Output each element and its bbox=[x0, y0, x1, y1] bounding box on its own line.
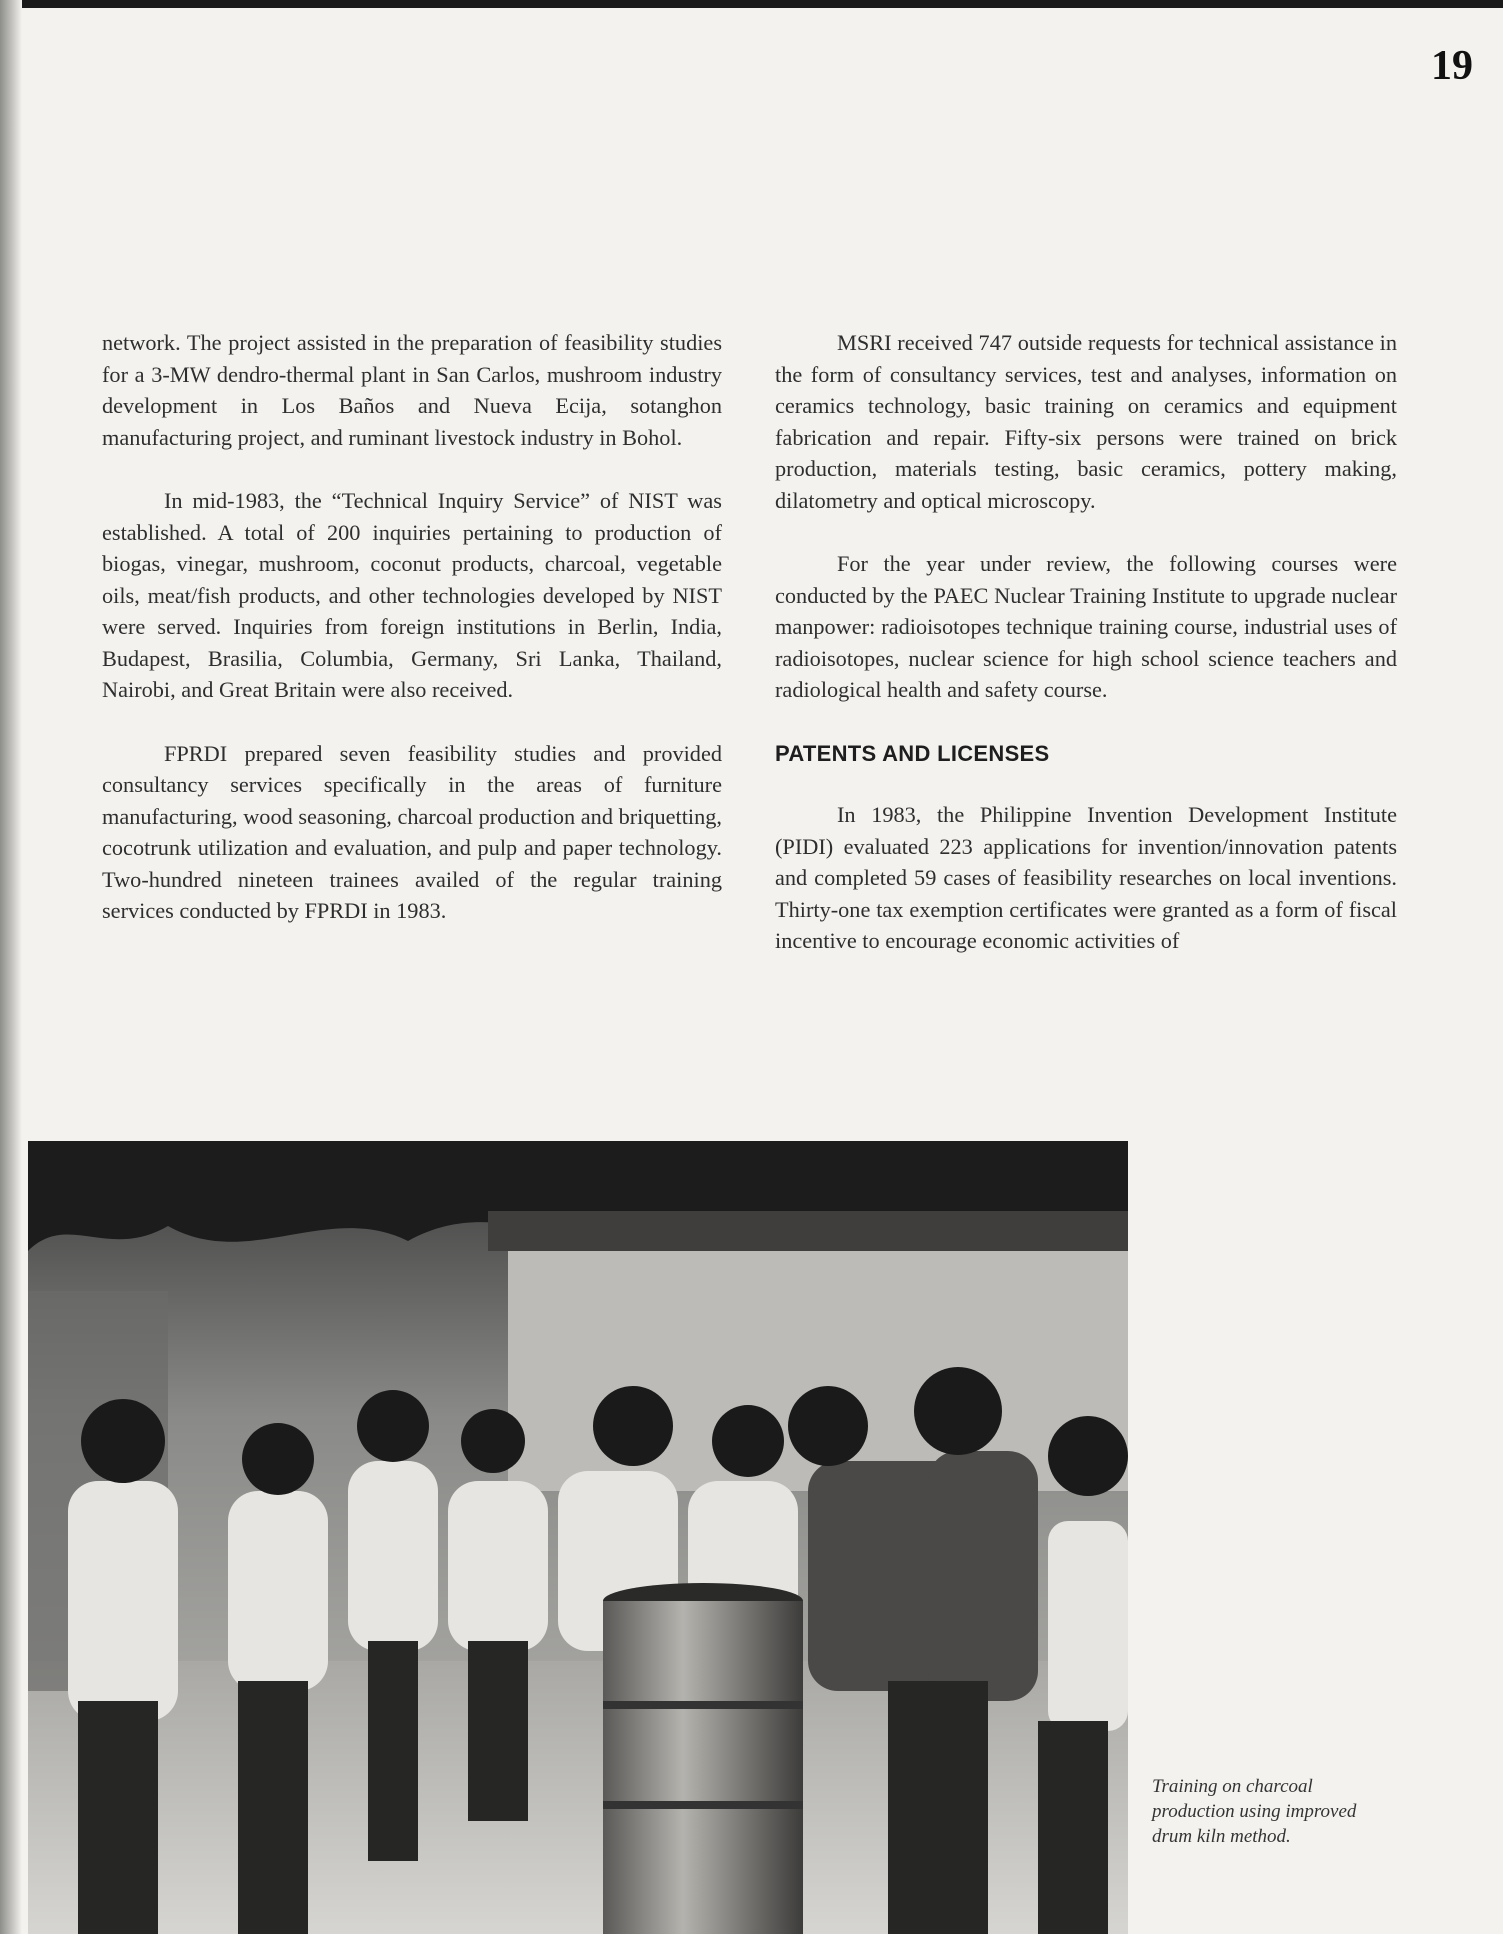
paragraph-msri: MSRI received 747 outside requests for technical assistance in the form of consultancy services, test and analyses, information on ceramics technology, basic training on ceramics and equipment fabrication and repair. Fifty-six persons were trained on brick production, materials testing, basic ceramics, pottery making, dilatometry and optical microscopy. bbox=[775, 330, 1397, 513]
page-number: 19 bbox=[1431, 43, 1473, 89]
left-text-column bbox=[102, 327, 722, 959]
paragraph-paec-training: For the year under review, the following courses were conducted by the PAEC Nuclear Training Institute to upgrade nuclear manpower: radioisotopes technique training course, industrial uses of radioisotopes, nuclear science for high school science teachers and radiological health and safety course. bbox=[775, 551, 1397, 702]
paragraph-pidi: In 1983, the Philippine Invention Development Institute (PIDI) evaluated 223 applications for invention/innovation patents and completed 59 cases of feasibility researches on local inventions. Thirty-one tax exemption certificates were granted as a form of fiscal incentive to encourage economic activities of bbox=[775, 802, 1397, 953]
photo-charcoal-training bbox=[28, 1141, 1128, 1934]
right-text-column bbox=[775, 327, 1397, 989]
paragraph-nist-inquiry-service: In mid-1983, the “Technical Inquiry Service” of NIST was established. A total of 200 inquiries pertaining to production of biogas, vinegar, mushroom, coconut products, charcoal, vegetable oils, meat/fish products, and other technologies developed by NIST were served. Inquiries from foreign institutions in Berlin, India, Budapest, Brasilia, Columbia, Germany, Sri Lanka, Thailand, Nairobi, and Great Britain were also received. bbox=[102, 488, 722, 702]
photo-caption: Training on charcoal production using improved drum kiln method. bbox=[1152, 1776, 1357, 1847]
section-heading-patents: PATENTS AND LICENSES bbox=[775, 740, 1050, 766]
page-binding-shadow bbox=[0, 0, 22, 1934]
top-rule bbox=[0, 0, 1503, 8]
paragraph-fprdi: FPRDI prepared seven feasibility studies and provided consultancy services specifically in the areas of furniture manufacturing, wood seasoning, charcoal production and briquetting, cocotrunk utilization and evaluation, and pulp and paper technology. Two-hundred nineteen trainees availed of the regular training services conducted by FPRDI in 1983. bbox=[102, 740, 722, 923]
paragraph-project-network: network. The project assisted in the preparation of feasibility studies for a 3-MW dendro-thermal plant in San Carlos, mushroom industry development in Los Baños and Nueva Ecija, sotanghon manufacturing project, and ruminant livestock industry in Bohol. bbox=[102, 330, 722, 450]
